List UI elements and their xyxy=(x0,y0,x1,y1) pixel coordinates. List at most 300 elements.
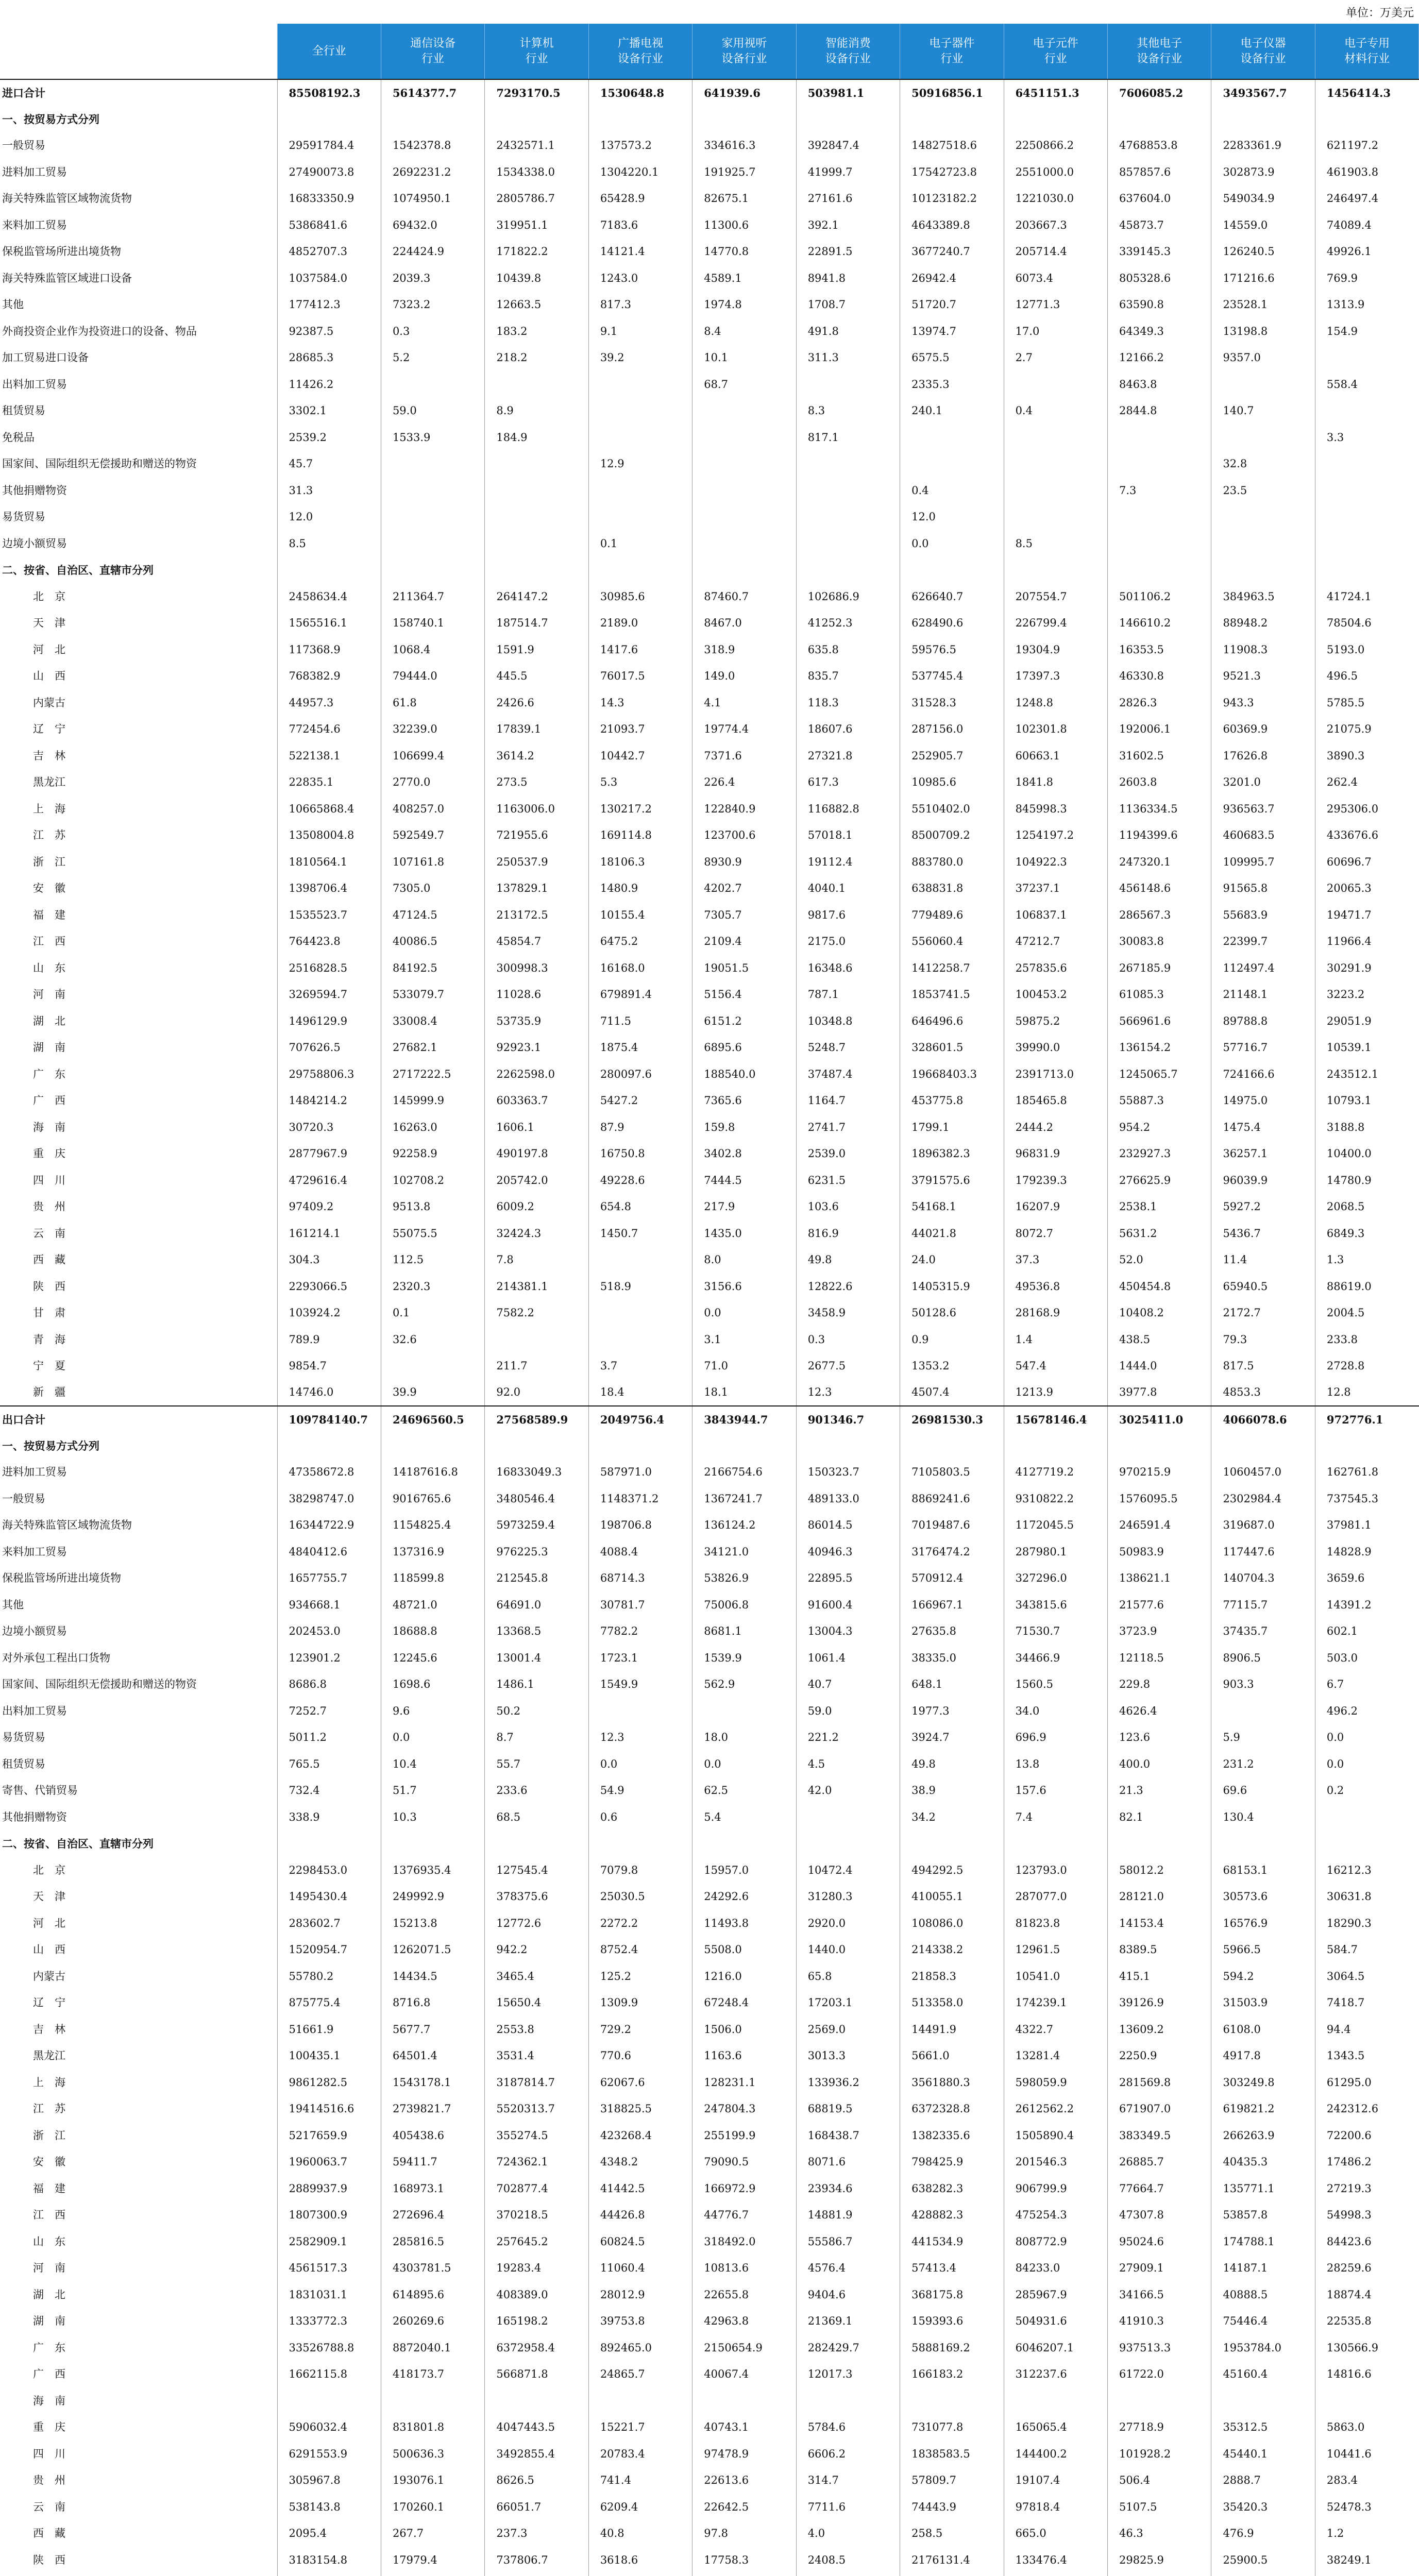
value-cell xyxy=(1315,398,1418,425)
value-cell: 2551000.0 xyxy=(1004,159,1107,186)
value-cell: 8681.1 xyxy=(692,1618,796,1645)
value-cell xyxy=(588,2573,692,2576)
value-cell xyxy=(692,504,796,531)
value-cell xyxy=(692,106,796,133)
value-cell: 18.1 xyxy=(692,1380,796,1406)
table-body xyxy=(0,79,1419,2576)
value-cell: 816.9 xyxy=(796,1221,900,1247)
row-label: 其他 xyxy=(2,1598,24,1611)
value-cell: 2692231.2 xyxy=(381,159,484,186)
value-cell xyxy=(796,1804,900,1831)
row-label: 云 南 xyxy=(33,1227,65,1240)
row-label: 海关特殊监管区域物流货物 xyxy=(2,1519,132,1532)
value-cell: 226799.4 xyxy=(1004,610,1107,637)
value-cell xyxy=(381,371,484,398)
table-row xyxy=(0,1910,1419,1937)
value-cell: 20065.3 xyxy=(1315,875,1418,902)
value-cell: 213172.5 xyxy=(485,902,588,929)
value-cell xyxy=(1004,2573,1107,2576)
value-cell: 41252.3 xyxy=(796,610,900,637)
value-cell: 13281.4 xyxy=(1004,2043,1107,2070)
value-cell: 1382335.6 xyxy=(900,2123,1004,2149)
value-cell: 193076.1 xyxy=(381,2467,484,2494)
table-row xyxy=(0,2414,1419,2441)
value-cell: 13004.3 xyxy=(796,1618,900,1645)
value-cell: 123901.2 xyxy=(277,1645,381,1672)
table-row xyxy=(0,345,1419,371)
row-label: 对外承包工程出口货物 xyxy=(2,1651,110,1664)
value-cell xyxy=(900,1831,1004,1857)
value-cell: 26885.7 xyxy=(1108,2149,1211,2176)
value-cell: 1.4 xyxy=(1004,1327,1107,1353)
value-cell: 7371.6 xyxy=(692,743,796,770)
value-cell: 79090.5 xyxy=(692,2149,796,2176)
value-cell: 3924.7 xyxy=(900,1724,1004,1751)
table-row xyxy=(0,849,1419,876)
row-label: 四 川 xyxy=(33,1174,65,1187)
value-cell: 14828.9 xyxy=(1315,1539,1418,1566)
value-cell xyxy=(381,106,484,133)
value-cell: 2176131.4 xyxy=(900,2547,1004,2574)
value-cell: 770.6 xyxy=(588,2043,692,2070)
value-cell: 2877967.9 xyxy=(277,1141,381,1167)
value-cell: 445.5 xyxy=(485,663,588,690)
value-cell: 4852707.3 xyxy=(277,239,381,265)
row-label: 来料加工贸易 xyxy=(2,218,67,231)
value-cell: 729.2 xyxy=(588,2016,692,2043)
value-cell: 69432.0 xyxy=(381,212,484,239)
value-cell xyxy=(1211,1831,1315,1857)
value-cell xyxy=(485,557,588,584)
row-label: 西 藏 xyxy=(33,1253,65,1266)
value-cell xyxy=(381,2573,484,2576)
value-cell: 1248.8 xyxy=(1004,690,1107,717)
value-cell xyxy=(1108,531,1211,557)
value-cell: 7183.6 xyxy=(588,212,692,239)
value-cell: 187514.7 xyxy=(485,610,588,637)
value-cell: 1343.5 xyxy=(1315,2043,1418,2070)
value-cell: 6575.5 xyxy=(900,345,1004,371)
table-row xyxy=(0,1804,1419,1831)
value-cell: 1313.9 xyxy=(1315,292,1418,318)
value-cell: 7.3 xyxy=(1108,478,1211,504)
value-cell: 1376935.4 xyxy=(381,1857,484,1884)
value-cell: 6291553.9 xyxy=(277,2441,381,2468)
value-cell: 247804.3 xyxy=(692,2096,796,2123)
value-cell: 1435.0 xyxy=(692,1221,796,1247)
table-row xyxy=(0,1141,1419,1167)
value-cell: 68.5 xyxy=(485,1804,588,1831)
row-label: 江 苏 xyxy=(33,2103,65,2115)
value-cell: 75006.8 xyxy=(692,1592,796,1619)
table-row xyxy=(0,663,1419,690)
value-cell: 8716.8 xyxy=(381,1990,484,2016)
value-cell: 845998.3 xyxy=(1004,796,1107,823)
value-cell: 135771.1 xyxy=(1211,2176,1315,2202)
value-cell: 7365.6 xyxy=(692,1088,796,1114)
row-label: 海 南 xyxy=(33,2394,65,2407)
section-row xyxy=(0,106,1419,133)
value-cell: 2109.4 xyxy=(692,928,796,955)
value-cell: 4348.2 xyxy=(588,2149,692,2176)
value-cell: 441534.9 xyxy=(900,2229,1004,2256)
value-cell: 327296.0 xyxy=(1004,1565,1107,1592)
value-cell: 5386841.6 xyxy=(277,212,381,239)
value-cell: 1657755.7 xyxy=(277,1565,381,1592)
value-cell: 11028.6 xyxy=(485,981,588,1008)
value-cell: 2175.0 xyxy=(796,928,900,955)
value-cell: 1853741.5 xyxy=(900,981,1004,1008)
value-cell: 8686.8 xyxy=(277,1671,381,1698)
value-cell: 7418.7 xyxy=(1315,1990,1418,2016)
value-cell: 3025411.0 xyxy=(1108,1406,1211,1433)
value-cell: 504931.6 xyxy=(1004,2308,1107,2335)
value-cell: 9.6 xyxy=(381,1698,484,1725)
value-cell: 5193.0 xyxy=(1315,637,1418,664)
value-cell: 5436.7 xyxy=(1211,1221,1315,1247)
value-cell: 214381.1 xyxy=(485,1274,588,1300)
value-cell: 4202.7 xyxy=(692,875,796,902)
table-row xyxy=(0,2123,1419,2149)
value-cell: 165198.2 xyxy=(485,2308,588,2335)
value-cell: 47212.7 xyxy=(1004,928,1107,955)
row-label xyxy=(0,2573,277,2576)
value-cell: 102708.2 xyxy=(381,1167,484,1194)
value-cell: 491.8 xyxy=(796,318,900,345)
value-cell: 11908.3 xyxy=(1211,637,1315,664)
value-cell: 33008.4 xyxy=(381,1008,484,1035)
row-label: 陕 西 xyxy=(33,1280,65,1293)
row-label: 一、按贸易方式分列 xyxy=(2,1439,99,1452)
value-cell: 621197.2 xyxy=(1315,132,1418,159)
value-cell: 15221.7 xyxy=(588,2414,692,2441)
table-row xyxy=(0,2494,1419,2521)
value-cell: 44776.7 xyxy=(692,2202,796,2229)
value-cell: 224424.9 xyxy=(381,239,484,265)
value-cell xyxy=(277,557,381,584)
value-cell: 3977.8 xyxy=(1108,1380,1211,1406)
value-cell: 94.4 xyxy=(1315,2016,1418,2043)
value-cell: 696.9 xyxy=(1004,1724,1107,1751)
table-row xyxy=(0,1698,1419,1725)
table-row xyxy=(0,1194,1419,1221)
value-cell: 20783.4 xyxy=(588,2441,692,2468)
value-cell: 37435.7 xyxy=(1211,1618,1315,1645)
value-cell xyxy=(900,557,1004,584)
value-cell: 7582.2 xyxy=(485,1300,588,1327)
column-header: 电子器件 行业 xyxy=(900,24,1004,79)
value-cell: 319951.1 xyxy=(485,212,588,239)
value-cell: 267.7 xyxy=(381,2520,484,2547)
value-cell: 5631.2 xyxy=(1108,1221,1211,1247)
table-row xyxy=(0,2149,1419,2176)
value-cell: 1974.8 xyxy=(692,292,796,318)
value-cell: 2298453.0 xyxy=(277,1857,381,1884)
value-cell: 40.7 xyxy=(796,1671,900,1698)
value-cell: 188540.0 xyxy=(692,1061,796,1088)
value-cell: 5614377.7 xyxy=(381,79,484,106)
value-cell: 37.3 xyxy=(1004,1247,1107,1274)
value-cell: 3156.6 xyxy=(692,1274,796,1300)
value-cell: 14491.9 xyxy=(900,2016,1004,2043)
value-cell: 549034.9 xyxy=(1211,185,1315,212)
value-cell: 1.3 xyxy=(1315,1247,1418,1274)
value-cell: 39753.8 xyxy=(588,2308,692,2335)
value-cell: 1475.4 xyxy=(1211,1114,1315,1141)
value-cell: 1535523.7 xyxy=(277,902,381,929)
value-cell xyxy=(796,557,900,584)
row-label: 重 庆 xyxy=(33,2421,65,2434)
value-cell: 503.0 xyxy=(1315,1645,1418,1672)
value-cell: 51661.9 xyxy=(277,2016,381,2043)
value-cell: 171216.6 xyxy=(1211,265,1315,292)
value-cell: 102686.9 xyxy=(796,584,900,611)
value-cell: 5.2 xyxy=(381,345,484,371)
table-row xyxy=(0,1486,1419,1513)
value-cell: 27682.1 xyxy=(381,1035,484,1061)
table-row xyxy=(0,1327,1419,1353)
value-cell: 2262598.0 xyxy=(485,1061,588,1088)
table-row xyxy=(0,716,1419,743)
value-cell xyxy=(1108,2573,1211,2576)
value-cell: 617.3 xyxy=(796,769,900,796)
value-cell: 65428.9 xyxy=(588,185,692,212)
value-cell: 62067.6 xyxy=(588,2070,692,2096)
value-cell: 2728.8 xyxy=(1315,1353,1418,1380)
value-cell: 166967.1 xyxy=(900,1592,1004,1619)
value-cell xyxy=(277,2573,381,2576)
column-header: 电子专用 材料行业 xyxy=(1315,24,1418,79)
column-header: 电子仪器 设备行业 xyxy=(1211,24,1315,79)
value-cell: 14975.0 xyxy=(1211,1088,1315,1114)
value-cell xyxy=(1004,371,1107,398)
value-cell: 54168.1 xyxy=(900,1194,1004,1221)
value-cell xyxy=(485,2388,588,2415)
value-cell: 2539.2 xyxy=(277,425,381,451)
value-cell: 69.6 xyxy=(1211,1777,1315,1804)
value-cell: 285967.9 xyxy=(1004,2282,1107,2309)
value-cell: 22535.8 xyxy=(1315,2308,1418,2335)
table-row xyxy=(0,1671,1419,1698)
value-cell: 5888169.2 xyxy=(900,2335,1004,2362)
value-cell: 8752.4 xyxy=(588,1937,692,1963)
value-cell xyxy=(588,106,692,133)
value-cell: 21.3 xyxy=(1108,1777,1211,1804)
value-cell xyxy=(1315,2573,1418,2576)
value-cell: 72200.6 xyxy=(1315,2123,1418,2149)
value-cell: 4729616.4 xyxy=(277,1167,381,1194)
value-cell xyxy=(1211,425,1315,451)
value-cell: 185465.8 xyxy=(1004,1088,1107,1114)
value-cell: 3614.2 xyxy=(485,743,588,770)
value-cell: 52.0 xyxy=(1108,1247,1211,1274)
value-cell: 55887.3 xyxy=(1108,1088,1211,1114)
value-cell: 240.1 xyxy=(900,398,1004,425)
value-cell: 831801.8 xyxy=(381,2414,484,2441)
value-cell: 538143.8 xyxy=(277,2494,381,2521)
value-cell xyxy=(1108,2388,1211,2415)
value-cell: 246591.4 xyxy=(1108,1512,1211,1539)
value-cell: 6009.2 xyxy=(485,1194,588,1221)
value-cell: 338.9 xyxy=(277,1804,381,1831)
value-cell: 303249.8 xyxy=(1211,2070,1315,2096)
value-cell xyxy=(485,1327,588,1353)
value-cell xyxy=(485,106,588,133)
value-cell: 2.7 xyxy=(1004,345,1107,371)
value-cell: 130566.9 xyxy=(1315,2335,1418,2362)
value-cell: 4303781.5 xyxy=(381,2255,484,2282)
value-cell xyxy=(796,504,900,531)
value-cell: 1953784.0 xyxy=(1211,2335,1315,2362)
value-cell: 10793.1 xyxy=(1315,1088,1418,1114)
value-cell: 4040.1 xyxy=(796,875,900,902)
value-cell: 368175.8 xyxy=(900,2282,1004,2309)
value-cell: 318.9 xyxy=(692,637,796,664)
value-cell: 883780.0 xyxy=(900,849,1004,876)
value-cell xyxy=(381,504,484,531)
value-cell: 1486.1 xyxy=(485,1671,588,1698)
value-cell: 626640.7 xyxy=(900,584,1004,611)
value-cell xyxy=(900,106,1004,133)
value-cell: 53857.8 xyxy=(1211,2202,1315,2229)
value-cell: 117368.9 xyxy=(277,637,381,664)
value-cell xyxy=(588,1831,692,1857)
table-row xyxy=(0,1167,1419,1194)
value-cell: 42963.8 xyxy=(692,2308,796,2335)
value-cell: 798425.9 xyxy=(900,2149,1004,2176)
value-cell xyxy=(796,2388,900,2415)
value-cell: 137316.9 xyxy=(381,1539,484,1566)
value-cell: 1496129.9 xyxy=(277,1008,381,1035)
value-cell: 10.1 xyxy=(692,345,796,371)
table-row xyxy=(0,2520,1419,2547)
row-label: 贵 州 xyxy=(33,1200,65,1213)
row-label: 黑龙江 xyxy=(33,776,65,789)
table-row xyxy=(0,2573,1419,2576)
value-cell: 17542723.8 xyxy=(900,159,1004,186)
value-cell: 122840.9 xyxy=(692,796,796,823)
value-cell: 57716.7 xyxy=(1211,1035,1315,1061)
value-cell: 13.8 xyxy=(1004,1751,1107,1778)
value-cell: 26942.4 xyxy=(900,265,1004,292)
value-cell: 2603.8 xyxy=(1108,769,1211,796)
value-cell: 641939.6 xyxy=(692,79,796,106)
value-cell: 12.8 xyxy=(1315,1380,1418,1406)
value-cell xyxy=(485,531,588,557)
value-cell: 3269594.7 xyxy=(277,981,381,1008)
value-cell: 16353.5 xyxy=(1108,637,1211,664)
value-cell: 7606085.2 xyxy=(1108,79,1211,106)
value-cell: 1154825.4 xyxy=(381,1512,484,1539)
value-cell: 0.0 xyxy=(692,1751,796,1778)
value-cell: 61.8 xyxy=(381,690,484,717)
value-cell: 45160.4 xyxy=(1211,2361,1315,2388)
value-cell: 496.2 xyxy=(1315,1698,1418,1725)
value-cell: 39126.9 xyxy=(1108,1990,1211,2016)
value-cell: 237.3 xyxy=(485,2520,588,2547)
value-cell: 81823.8 xyxy=(1004,1910,1107,1937)
table-row xyxy=(0,1724,1419,1751)
value-cell: 57809.7 xyxy=(900,2467,1004,2494)
value-cell: 2250866.2 xyxy=(1004,132,1107,159)
value-cell xyxy=(1211,106,1315,133)
value-cell xyxy=(1004,478,1107,504)
value-cell: 942.2 xyxy=(485,1937,588,1963)
column-header: 通信设备 行业 xyxy=(381,24,484,79)
value-cell: 2391713.0 xyxy=(1004,1061,1107,1088)
value-cell: 3561880.3 xyxy=(900,2070,1004,2096)
value-cell: 6606.2 xyxy=(796,2441,900,2468)
table-row xyxy=(0,1035,1419,1061)
value-cell: 304.3 xyxy=(277,1247,381,1274)
value-cell: 10441.6 xyxy=(1315,2441,1418,2468)
value-cell: 6372958.4 xyxy=(485,2335,588,2362)
value-cell xyxy=(485,478,588,504)
table-row xyxy=(0,1618,1419,1645)
value-cell: 92.0 xyxy=(485,1380,588,1406)
value-cell: 6451151.3 xyxy=(1004,79,1107,106)
value-cell: 537745.4 xyxy=(900,663,1004,690)
value-cell: 49228.6 xyxy=(588,1167,692,1194)
section-row xyxy=(0,1433,1419,1460)
value-cell: 892465.0 xyxy=(588,2335,692,2362)
value-cell: 38335.0 xyxy=(900,1645,1004,1672)
value-cell xyxy=(796,531,900,557)
value-cell: 65.8 xyxy=(796,1963,900,1990)
value-cell: 29051.9 xyxy=(1315,1008,1418,1035)
value-cell: 318492.0 xyxy=(692,2229,796,2256)
value-cell: 3531.4 xyxy=(485,2043,588,2070)
value-cell: 1.2 xyxy=(1315,2520,1418,2547)
value-cell: 27909.1 xyxy=(1108,2255,1211,2282)
value-cell: 6475.2 xyxy=(588,928,692,955)
value-cell: 1520954.7 xyxy=(277,1937,381,1963)
value-cell: 8500709.2 xyxy=(900,822,1004,849)
value-cell: 14559.0 xyxy=(1211,212,1315,239)
value-cell xyxy=(588,425,692,451)
value-cell: 2770.0 xyxy=(381,769,484,796)
value-cell: 34.2 xyxy=(900,1804,1004,1831)
value-cell: 737545.3 xyxy=(1315,1486,1418,1513)
value-cell: 71530.7 xyxy=(1004,1618,1107,1645)
value-cell: 7.4 xyxy=(1004,1804,1107,1831)
value-cell: 5011.2 xyxy=(277,1724,381,1751)
value-cell: 15650.4 xyxy=(485,1990,588,2016)
value-cell: 2166754.6 xyxy=(692,1459,796,1486)
value-cell: 106837.1 xyxy=(1004,902,1107,929)
value-cell xyxy=(381,531,484,557)
value-cell: 500636.3 xyxy=(381,2441,484,2468)
value-cell: 496.5 xyxy=(1315,663,1418,690)
value-cell: 300998.3 xyxy=(485,955,588,982)
value-cell: 16207.9 xyxy=(1004,1194,1107,1221)
value-cell: 5508.0 xyxy=(692,1937,796,1963)
value-cell xyxy=(692,425,796,451)
value-cell: 257645.2 xyxy=(485,2229,588,2256)
value-cell: 453775.8 xyxy=(900,1088,1004,1114)
value-cell: 17979.4 xyxy=(381,2547,484,2574)
value-cell: 136124.2 xyxy=(692,1512,796,1539)
table-row xyxy=(0,1512,1419,1539)
value-cell: 53735.9 xyxy=(485,1008,588,1035)
value-cell: 150323.7 xyxy=(796,1459,900,1486)
value-cell: 59.0 xyxy=(381,398,484,425)
value-cell: 64691.0 xyxy=(485,1592,588,1619)
value-cell: 0.9 xyxy=(900,1327,1004,1353)
table-row xyxy=(0,2335,1419,2362)
value-cell: 92923.1 xyxy=(485,1035,588,1061)
table-row xyxy=(0,1061,1419,1088)
